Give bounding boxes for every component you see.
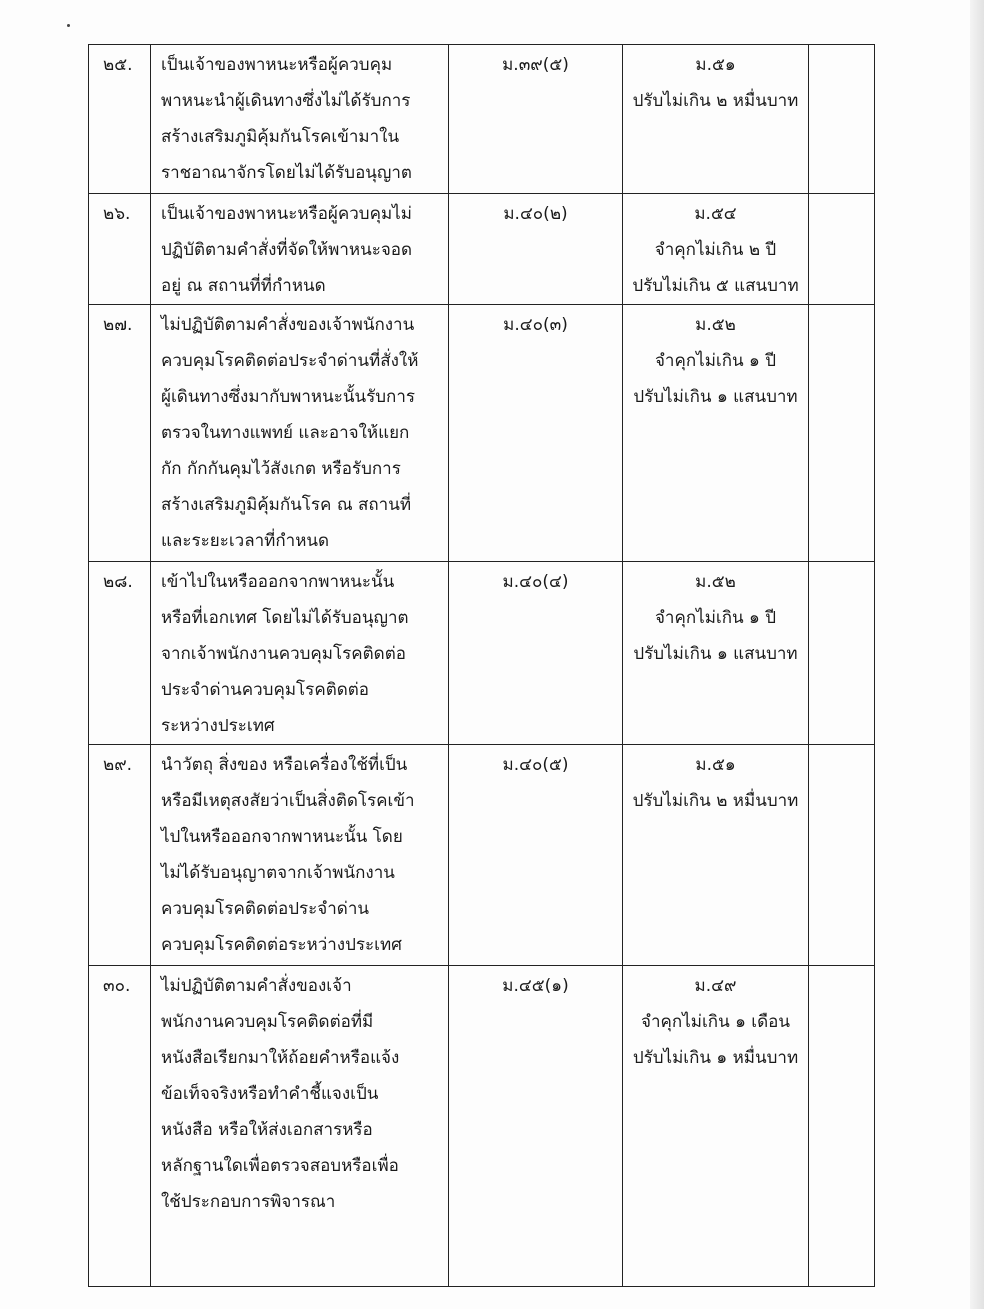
penalty-line: ปรับไม่เกิน ๒ หมื่นบาท [632, 91, 799, 111]
legal-section: ม.๔๐(๕) [449, 745, 623, 966]
description-line: ควบคุมโรคติดต่อประจำด่านที่สั่งให้ [161, 351, 419, 371]
penalty [623, 966, 809, 1287]
legal-section: ม.๔๕(๑) [449, 966, 623, 1287]
description-line: หนังสือ หรือให้ส่งเอกสารหรือ [161, 1120, 373, 1140]
description-line: ตรวจในทางแพทย์ และอาจให้แยก [161, 423, 410, 443]
row-number: ๒๘. [89, 562, 151, 745]
empty-cell [809, 45, 875, 194]
legal-section: ม.๔๐(๓) [449, 305, 623, 562]
page-edge-shadow [970, 0, 984, 1309]
penalty [623, 305, 809, 562]
description-line: ผู้เดินทางซึ่งมากับพาหนะนั้นรับการ [161, 387, 416, 407]
description-line: สร้างเสริมภูมิคุ้มกันโรคเข้ามาใน [161, 127, 400, 147]
offence-table [88, 44, 875, 1287]
description-line: นำวัตถุ สิ่งของ หรือเครื่องใช้ที่เป็น [161, 755, 408, 775]
row-number: ๓๐. [89, 966, 151, 1287]
description-line: ใช้ประกอบการพิจารณา [161, 1192, 336, 1212]
row-number: ๒๕. [89, 45, 151, 194]
penalty-line: จำคุกไม่เกิน ๑ ปี [654, 351, 777, 371]
penalty-line: ปรับไม่เกิน ๒ หมื่นบาท [632, 791, 799, 811]
table-row [89, 966, 875, 1287]
penalty-section: ม.๕๑ [695, 755, 736, 775]
description-line: พาหนะนำผู้เดินทางซึ่งไม่ได้รับการ [161, 91, 411, 111]
description-line: ควบคุมโรคติดต่อระหว่างประเทศ [161, 935, 402, 955]
description-line: ไม่ได้รับอนุญาตจากเจ้าพนักงาน [161, 863, 395, 883]
description-line: พนักงานควบคุมโรคติดต่อที่มี [161, 1012, 374, 1032]
description-line: ข้อเท็จจริงหรือทำคำชี้แจงเป็น [161, 1084, 379, 1104]
penalty [623, 562, 809, 745]
penalty-section: ม.๕๔ [694, 204, 737, 224]
penalty-section: ม.๕๒ [695, 572, 736, 592]
description-line: หลักฐานใดเพื่อตรวจสอบหรือเพื่อ [161, 1156, 399, 1176]
table-row [89, 45, 875, 194]
empty-cell [809, 562, 875, 745]
description-line: หนังสือเรียกมาให้ถ้อยคำหรือแจ้ง [161, 1048, 400, 1068]
penalty-line: ปรับไม่เกิน ๑ หมื่นบาท [632, 1048, 799, 1068]
penalty-section: ม.๕๑ [695, 55, 736, 75]
penalty-section: ม.๕๒ [695, 315, 736, 335]
penalty-line: จำคุกไม่เกิน ๑ ปี [654, 608, 777, 628]
description-line: จากเจ้าพนักงานควบคุมโรคติดต่อ [161, 644, 406, 664]
row-number: ๒๗. [89, 305, 151, 562]
empty-cell [809, 194, 875, 305]
offence-description [151, 194, 449, 305]
description-line: กัก กักกันคุมไว้สังเกต หรือรับการ [161, 459, 401, 479]
offence-description [151, 745, 449, 966]
penalty-line: จำคุกไม่เกิน ๒ ปี [654, 240, 777, 260]
description-line: เข้าไปในหรือออกจากพาหนะนั้น [161, 572, 395, 592]
description-line: อยู่ ณ สถานที่ที่กำหนด [161, 276, 326, 296]
description-line: เป็นเจ้าของพาหนะหรือผู้ควบคุม [161, 55, 393, 75]
description-line: หรือมีเหตุสงสัยว่าเป็นสิ่งติดโรคเข้า [161, 791, 415, 811]
table-row [89, 194, 875, 305]
description-line: ระหว่างประเทศ [161, 716, 275, 736]
penalty-line: จำคุกไม่เกิน ๑ เดือน [641, 1012, 790, 1032]
legal-section: ม.๔๐(๒) [449, 194, 623, 305]
row-number: ๒๙. [89, 745, 151, 966]
legal-section: ม.๓๙(๕) [449, 45, 623, 194]
offence-description [151, 45, 449, 194]
penalty [623, 745, 809, 966]
penalty [623, 194, 809, 305]
table-row [89, 745, 875, 966]
penalty-line: ปรับไม่เกิน ๕ แสนบาท [632, 276, 799, 296]
description-line: ประจำด่านควบคุมโรคติดต่อ [161, 680, 370, 700]
penalty-section: ม.๔๙ [694, 976, 737, 996]
table-row [89, 562, 875, 745]
description-line: ไม่ปฏิบัติตามคำสั่งของเจ้าพนักงาน [161, 315, 415, 335]
description-line: ปฏิบัติตามคำสั่งที่จัดให้พาหนะจอด [161, 240, 413, 260]
description-line: เป็นเจ้าของพาหนะหรือผู้ควบคุมไม่ [161, 204, 412, 224]
description-line: ราชอาณาจักรโดยไม่ได้รับอนุญาต [161, 163, 412, 183]
scan-speck [67, 24, 70, 27]
description-line: หรือที่เอกเทศ โดยไม่ได้รับอนุญาต [161, 608, 409, 628]
description-line: ไม่ปฏิบัติตามคำสั่งของเจ้า [161, 976, 352, 996]
penalty-line: ปรับไม่เกิน ๑ แสนบาท [633, 387, 798, 407]
penalty [623, 45, 809, 194]
empty-cell [809, 305, 875, 562]
row-number: ๒๖. [89, 194, 151, 305]
table-row [89, 305, 875, 562]
description-line: และระยะเวลาที่กำหนด [161, 531, 330, 551]
offence-description [151, 562, 449, 745]
legal-section: ม.๔๐(๔) [449, 562, 623, 745]
offence-description [151, 966, 449, 1287]
empty-cell [809, 966, 875, 1287]
description-line: ควบคุมโรคติดต่อประจำด่าน [161, 899, 370, 919]
offence-description [151, 305, 449, 562]
description-line: ไปในหรือออกจากพาหนะนั้น โดย [161, 827, 403, 847]
empty-cell [809, 745, 875, 966]
description-line: สร้างเสริมภูมิคุ้มกันโรค ณ สถานที่ [161, 495, 412, 515]
penalty-line: ปรับไม่เกิน ๑ แสนบาท [633, 644, 798, 664]
